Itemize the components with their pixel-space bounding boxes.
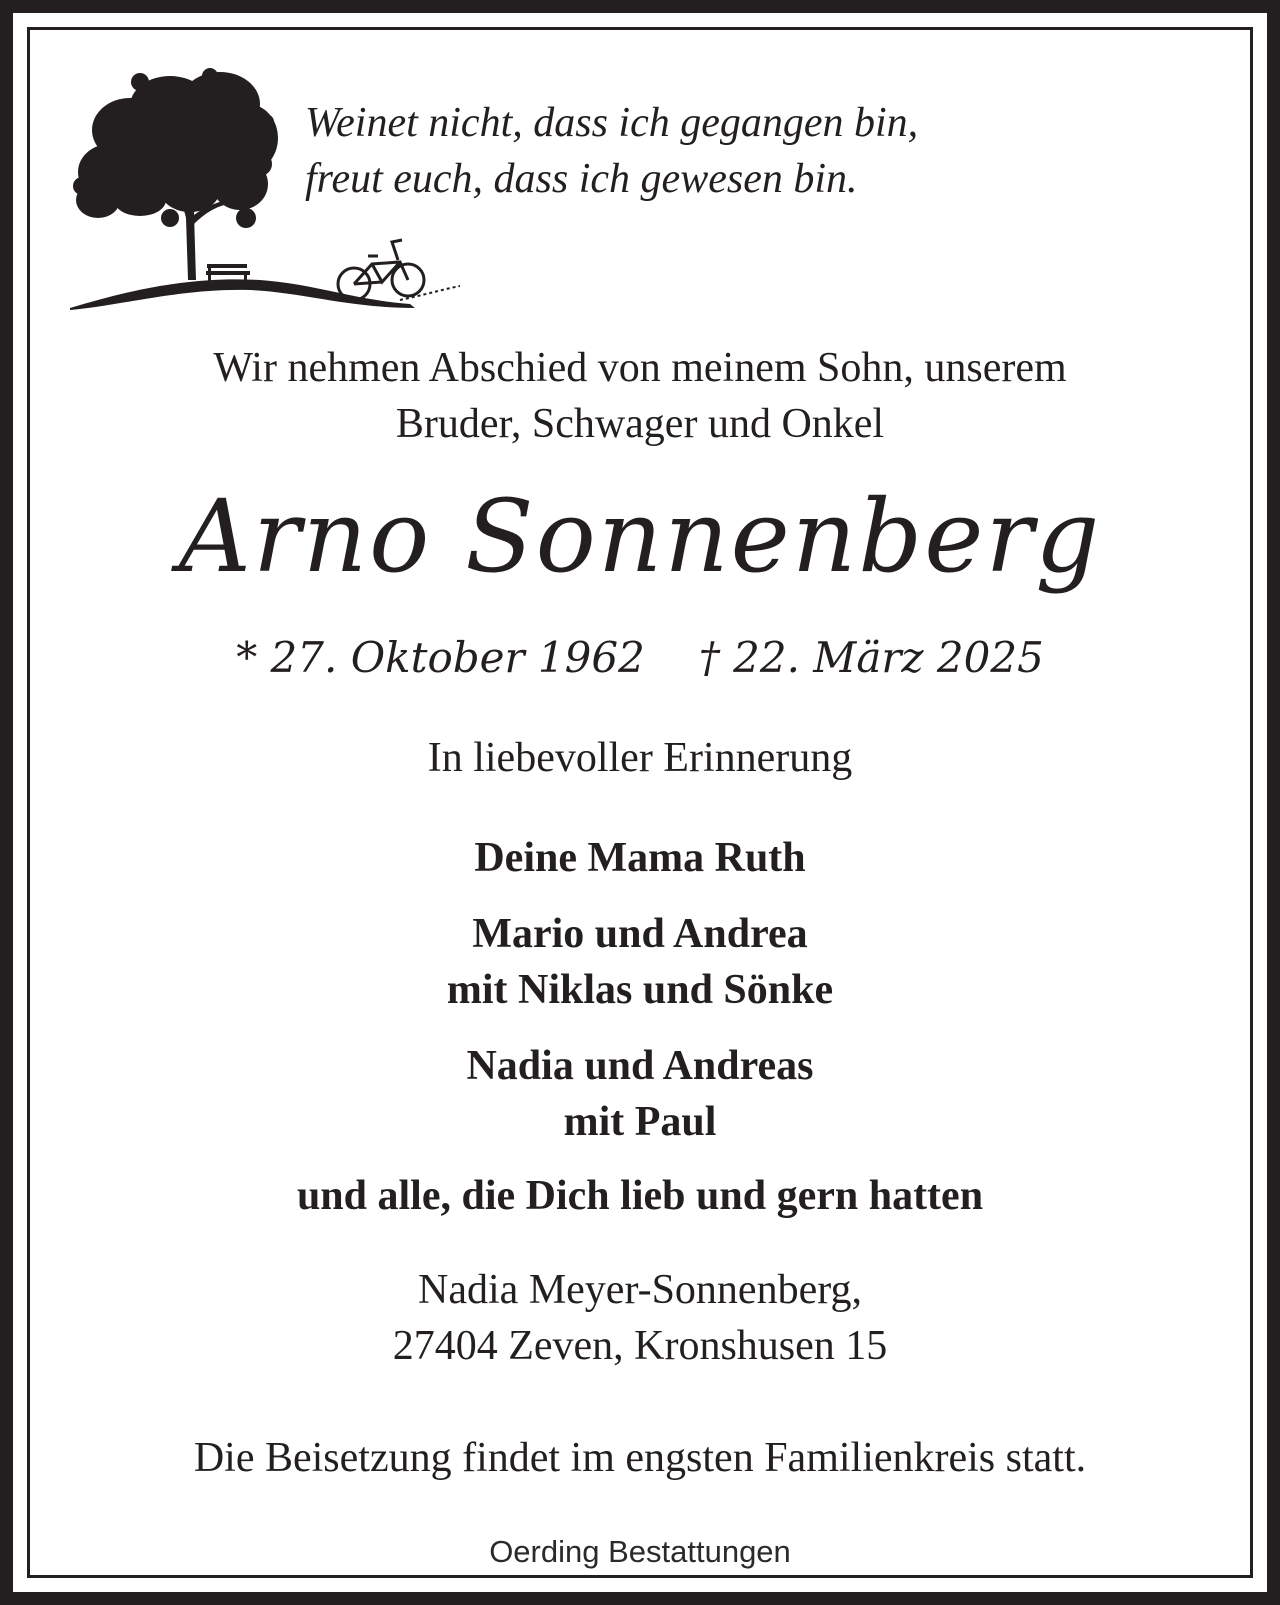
quote-line-1: Weinet nicht, dass ich gegangen bin, [305,100,919,146]
life-dates [0,630,1280,686]
intro-line-2: Bruder, Schwager und Onkel [395,401,885,447]
mourner-family-1-line-2: mit Niklas und Sönke [446,967,834,1013]
mourner-family-2 [0,1038,1280,1150]
address-name: Nadia Meyer-Sonnenberg, [418,1267,862,1313]
mourner-family-1-line-1: Mario und Andrea [472,911,808,957]
mourner-family-2-line-2: mit Paul [563,1099,717,1145]
quote-line-2: freut euch, dass ich gewesen bin. [305,156,858,202]
mourner-all: und alle, die Dich lieb und gern hatten [296,1173,984,1219]
birth-date: * 27. Oktober 1962 [236,633,645,682]
quote [305,95,918,207]
intro-line-1: Wir nehmen Abschied von meinem Sohn, unserem [213,345,1067,391]
deceased-name: Arno Sonnenberg [178,478,1102,595]
address-street: 27404 Zeven, Kronshusen 15 [392,1323,888,1369]
intro-text [0,340,1280,452]
mourner-mother: Deine Mama Ruth [474,835,806,881]
undertaker-name: Oerding Bestattungen [489,1534,791,1569]
mourner-family-2-line-1: Nadia und Andreas [466,1043,814,1089]
mourner-family-1 [0,906,1280,1018]
memory-line: In liebevoller Erinnerung [427,735,853,781]
death-date: † 22. März 2025 [698,633,1044,682]
contact-address [0,1262,1280,1374]
funeral-note: Die Beisetzung findet im engsten Familienkreis statt. [193,1435,1087,1481]
